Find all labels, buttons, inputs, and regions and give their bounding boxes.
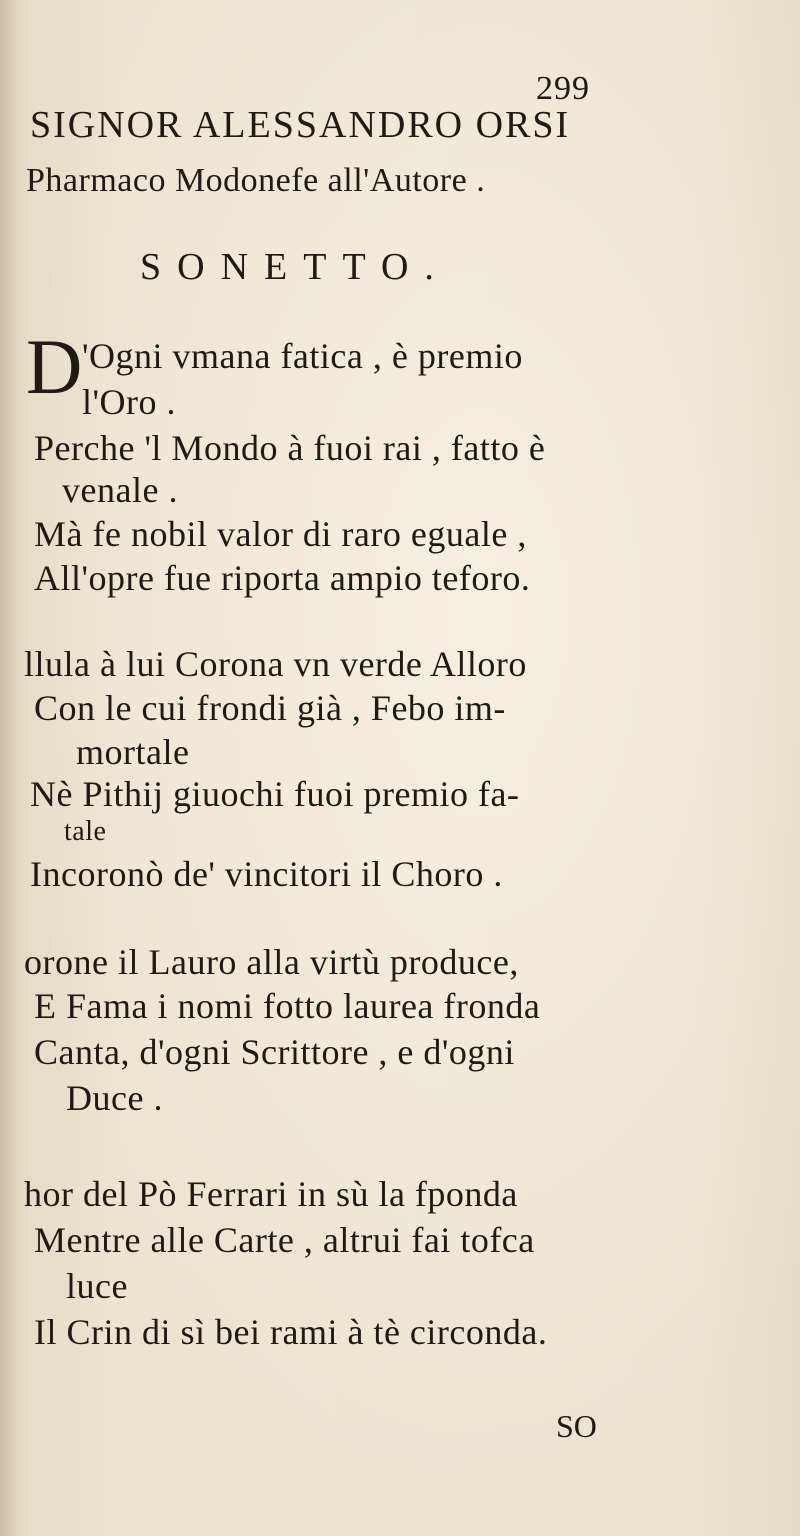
verse-line: l'Oro . xyxy=(82,382,176,422)
drop-cap: D xyxy=(26,323,83,410)
verse-line: luce xyxy=(66,1266,128,1306)
verse-line: Duce . xyxy=(66,1078,163,1118)
verse-line: orone il Lauro alla virtù produce, xyxy=(24,942,519,982)
verse-line: venale . xyxy=(62,470,178,510)
verse-line: llula à lui Corona vn verde Alloro xyxy=(24,644,527,684)
verse-line: 'Ogni vmana fatica , è premio xyxy=(82,336,523,376)
heading-line-1: SIGNOR ALESSANDRO ORSI xyxy=(30,104,571,146)
catchword: SO xyxy=(556,1408,597,1444)
verse-line: mortale xyxy=(76,732,190,772)
verse-line: Perche 'l Mondo à fuoi rai , fatto è xyxy=(34,428,546,468)
verse-line: Canta, d'ogni Scrittore , e d'ogni xyxy=(34,1032,515,1072)
page-gutter xyxy=(0,0,16,1536)
poem-title: SONETTO. xyxy=(140,246,450,288)
verse-line: All'opre fue riporta ampio teforo. xyxy=(34,558,531,598)
verse-line: Mà fe nobil valor di raro eguale , xyxy=(34,514,527,554)
verse-line: E Fama i nomi fotto laurea fronda xyxy=(34,986,541,1026)
verse-line: tale xyxy=(64,816,107,847)
verse-line: Mentre alle Carte , altrui fai tofca xyxy=(34,1220,535,1260)
verse-line: Nè Pithij giuochi fuoi premio fa- xyxy=(30,774,520,814)
verse-line: Con le cui frondi già , Febo im- xyxy=(34,688,506,728)
verse-line: Incoronò de' vincitori il Choro . xyxy=(30,854,503,894)
verse-line: hor del Pò Ferrari in sù la fponda xyxy=(24,1174,518,1214)
verse-line: Il Crin di sì bei rami à tè circonda. xyxy=(34,1312,548,1352)
page-number: 299 xyxy=(536,70,590,107)
heading-line-2: Pharmaco Modonefe all'Autore . xyxy=(26,162,486,199)
